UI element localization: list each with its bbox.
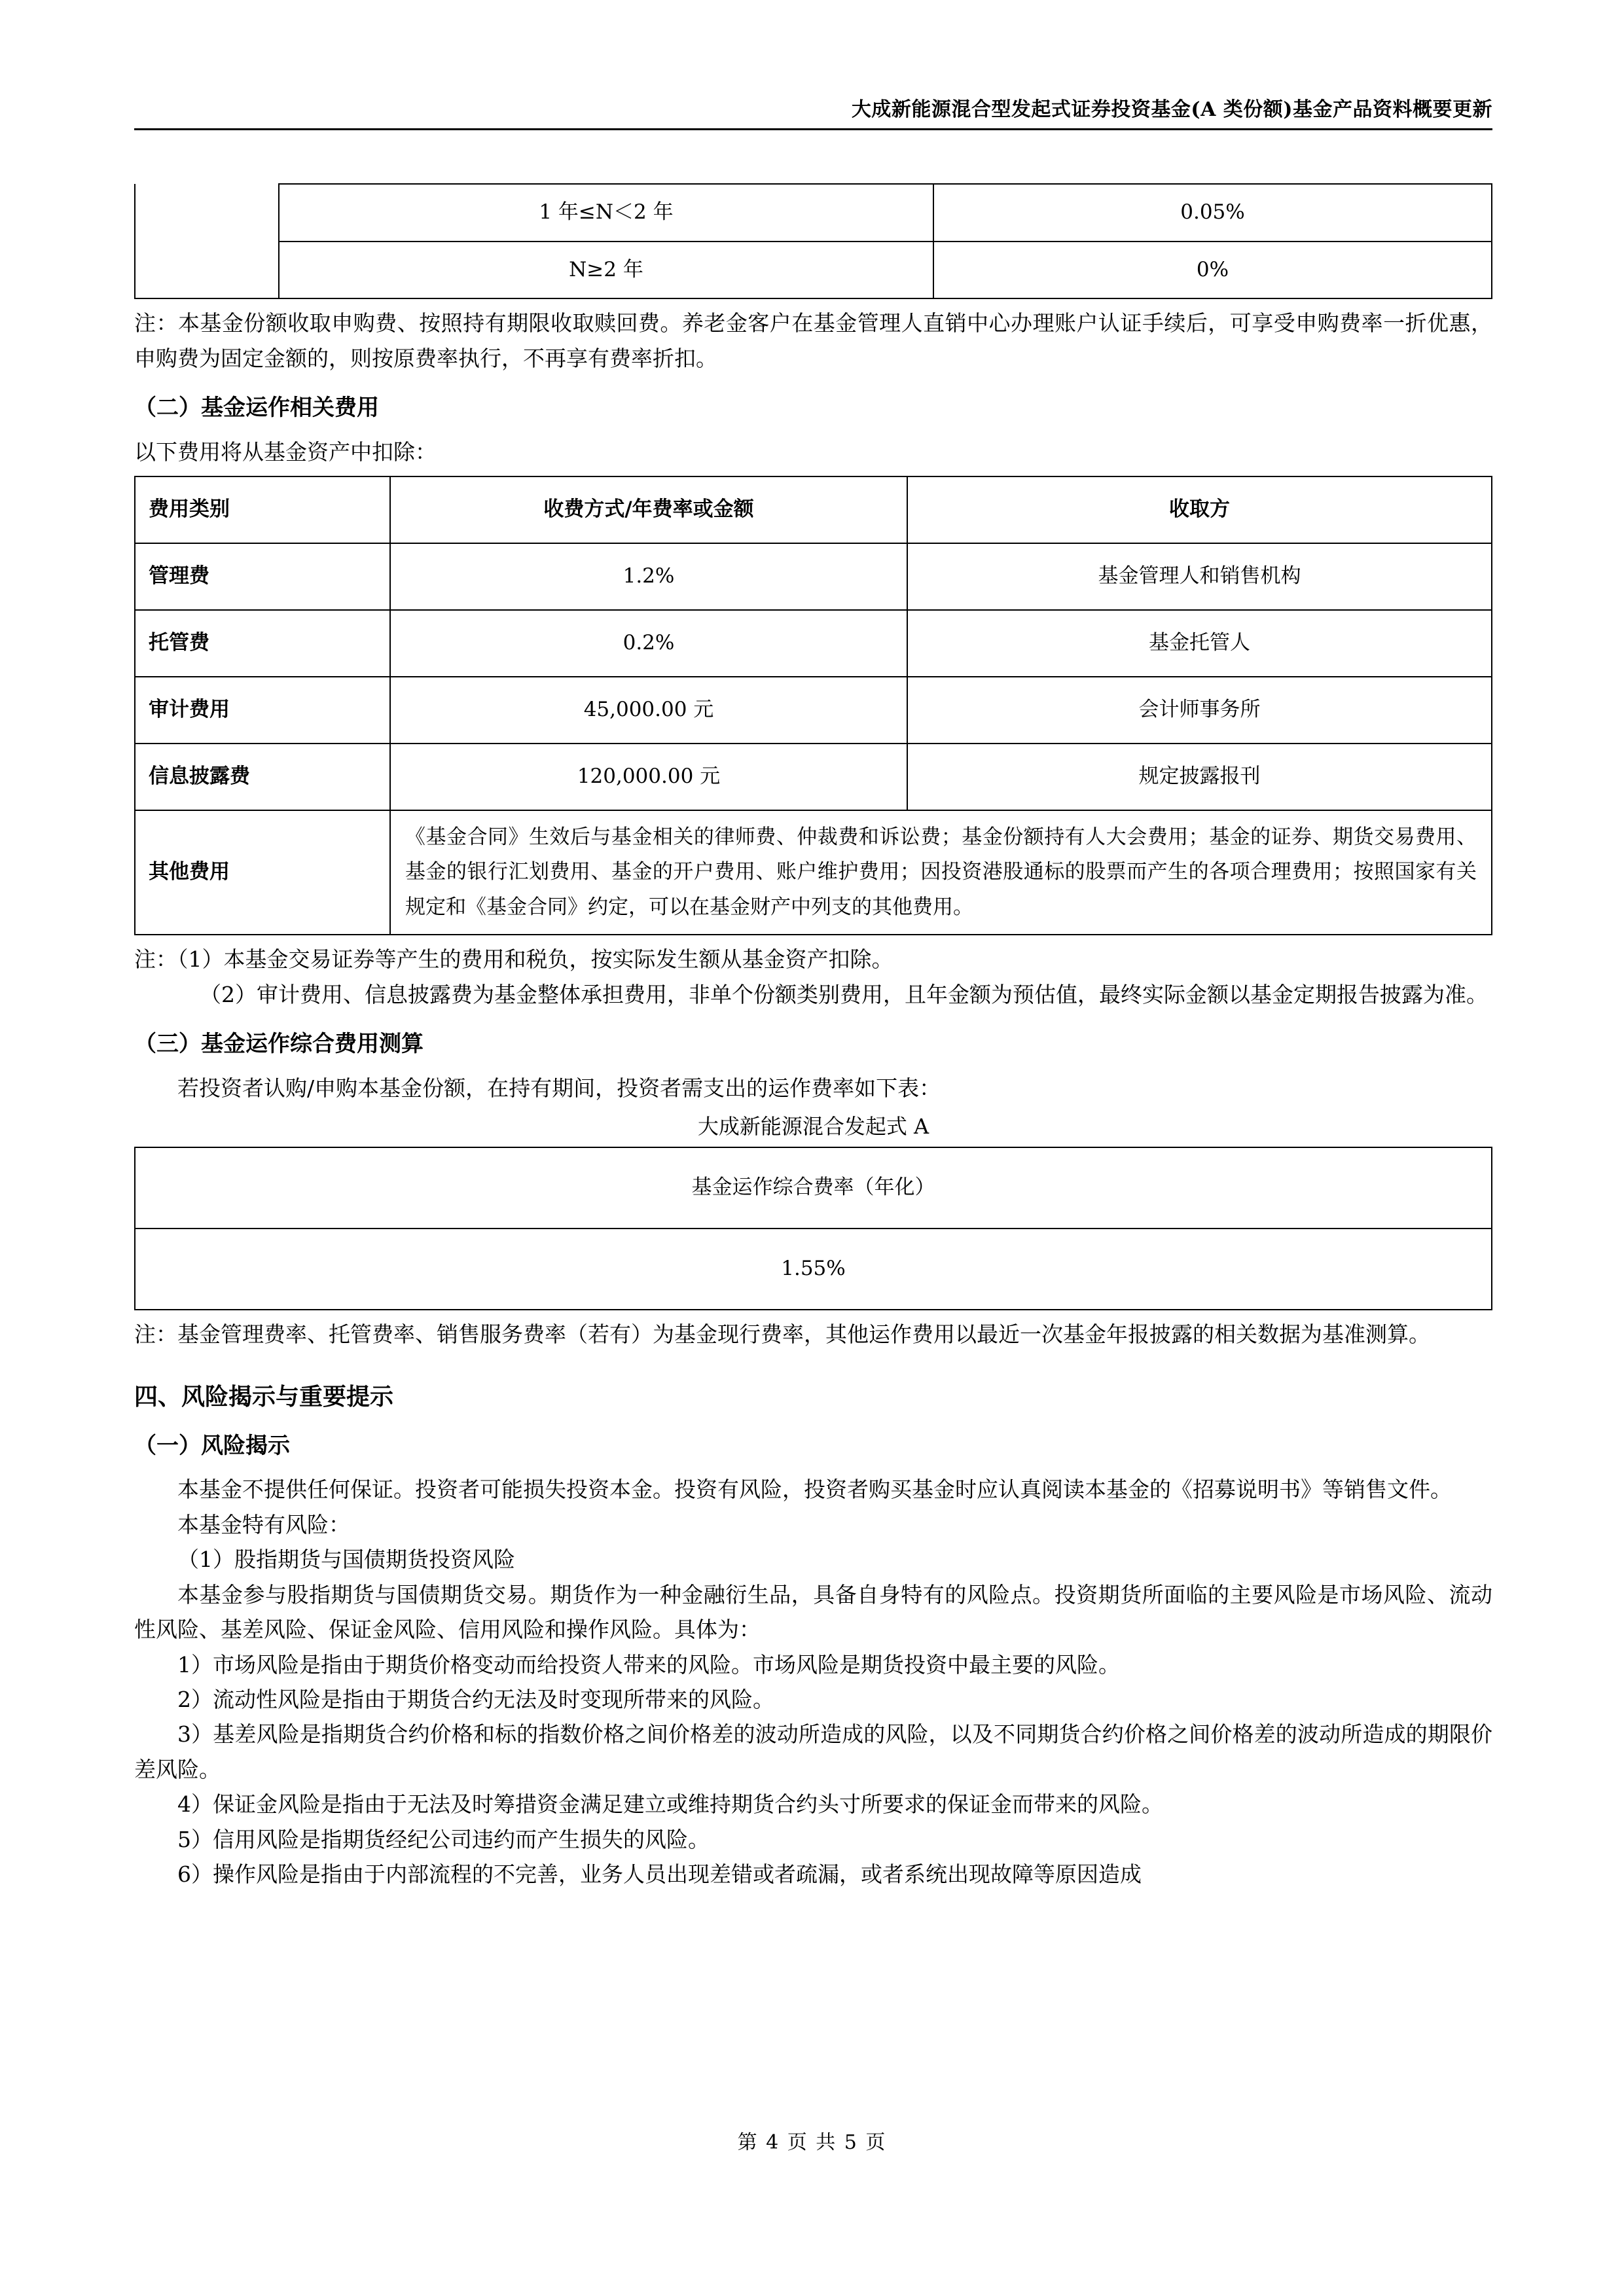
merged-empty-cell <box>135 242 279 299</box>
redemption-period: 1 年≤N＜2 年 <box>279 184 933 242</box>
risk-item-1-title: （1）股指期货与国债期货投资风险 <box>177 1547 515 1573</box>
fee-amount: 45,000.00 元 <box>390 677 907 744</box>
fee-category: 管理费 <box>135 543 390 610</box>
table-row <box>135 744 1492 810</box>
section-three-heading: （三）基金运作综合费用测算 <box>134 1030 424 1057</box>
page-content <box>134 183 1492 1892</box>
header-divider <box>134 128 1492 130</box>
section-two-note-2: （2）审计费用、信息披露费为基金整体承担费用，非单个份额类别费用，且年金额为预估值，最终实际金额以基金定期报告披露为准。 <box>200 981 1488 1007</box>
risk-para-2: 本基金特有风险： <box>177 1511 350 1537</box>
risk-numbered-item: 1）市场风险是指由于期货价格变动而给投资人带来的风险。市场风险是期货投资中最主要的风险。 <box>177 1651 1120 1677</box>
redemption-fee-table <box>134 183 1492 299</box>
page-header <box>134 98 1492 130</box>
merged-empty-cell <box>135 184 279 242</box>
table-header-row <box>135 1147 1492 1229</box>
section-three-lead: 若投资者认购/申购本基金份额，在持有期间，投资者需支出的运作费率如下表： <box>177 1075 941 1101</box>
redemption-note: 注：本基金份额收取申购费、按照持有期限收取赎回费。养老金客户在基金管理人直销中心办理账户认证手续后，可享受申购费率一折优惠，申购费为固定金额的，则按原费率执行，不再享有费率折扣。 <box>134 310 1492 371</box>
table-row <box>135 184 1492 242</box>
risk-para-1: 本基金不提供任何保证。投资者可能损失投资本金。投资有风险，投资者购买基金时应认真阅读本基金的《招募说明书》等销售文件。 <box>177 1477 1452 1503</box>
risk-numbered-item: 5）信用风险是指期货经纪公司违约而产生损失的风险。 <box>177 1826 710 1852</box>
fee-payee: 会计师事务所 <box>907 677 1492 744</box>
fee-category: 托管费 <box>135 610 390 677</box>
fee-payee: 规定披露报刊 <box>907 744 1492 810</box>
page-footer <box>0 2126 1624 2155</box>
table-row <box>135 1229 1492 1310</box>
risk-numbered-item: 3）基差风险是指期货合约价格和标的指数价格之间价格差的波动所造成的风险，以及不同期货合约价格之间价格差的波动所造成的期限价差风险。 <box>134 1721 1492 1782</box>
risk-item-1-body: 本基金参与股指期货与国债期货交易。期货作为一种金融衍生品，具备自身特有的风险点。投资期货所面临的主要风险是市场风险、流动性风险、基差风险、保证金风险、信用风险和操作风险。具体为： <box>134 1581 1492 1643</box>
fee-amount: 120,000.00 元 <box>390 744 907 810</box>
section-two-lead: 以下费用将从基金资产中扣除： <box>134 439 437 465</box>
col-header-category: 费用类别 <box>135 476 390 543</box>
table-row <box>135 543 1492 610</box>
fee-category: 审计费用 <box>135 677 390 744</box>
fee-category-other: 其他费用 <box>135 810 390 935</box>
fee-other-description: 《基金合同》生效后与基金相关的律师费、仲裁费和诉讼费；基金份额持有人大会费用；基金的证券、期货交易费用、基金的银行汇划费用、基金的开户费用、账户维护费用；因投资港股通标的股票而产生的各项合理费用；按照国家有关规定和《基金合同》约定，可以在基金财产中列支的其他费用。 <box>390 810 1492 935</box>
comprehensive-fee-table <box>134 1147 1492 1310</box>
section-two-heading: （二）基金运作相关费用 <box>134 395 379 422</box>
col-header-payee: 收取方 <box>907 476 1492 543</box>
redemption-rate: 0.05% <box>933 184 1492 242</box>
table-row-other-fees <box>135 810 1492 935</box>
section-four-heading: 四、风险揭示与重要提示 <box>134 1383 394 1411</box>
risk-numbered-item: 6）操作风险是指由于内部流程的不完善，业务人员出现差错或者疏漏，或者系统出现故障等原因造成 <box>177 1861 1142 1888</box>
section-two-note-1: 注：（1）本基金交易证券等产生的费用和税负，按实际发生额从基金资产扣除。 <box>134 946 893 973</box>
risk-numbered-item: 4）保证金风险是指由于无法及时筹措资金满足建立或维持期货合约头寸所要求的保证金而带来的风险。 <box>177 1791 1163 1818</box>
header-title: 大成新能源混合型发起式证券投资基金(A 类份额)基金产品资料概要更新 <box>851 98 1492 121</box>
comprehensive-fee-caption: 大成新能源混合发起式 A <box>697 1114 929 1139</box>
comprehensive-fee-header: 基金运作综合费率（年化） <box>135 1147 1492 1229</box>
fee-amount: 0.2% <box>390 610 907 677</box>
risk-numbered-item: 2）流动性风险是指由于期货合约无法及时变现所带来的风险。 <box>177 1686 774 1712</box>
fee-amount: 1.2% <box>390 543 907 610</box>
table-row <box>135 610 1492 677</box>
fee-payee: 基金托管人 <box>907 610 1492 677</box>
redemption-period: N≥2 年 <box>279 242 933 299</box>
section-three-note: 注：基金管理费率、托管费率、销售服务费率（若有）为基金现行费率，其他运作费用以最近一次基金年报披露的相关数据为基准测算。 <box>134 1321 1430 1347</box>
fee-payee: 基金管理人和销售机构 <box>907 543 1492 610</box>
redemption-rate: 0% <box>933 242 1492 299</box>
col-header-amount: 收费方式/年费率或金额 <box>390 476 907 543</box>
table-row <box>135 242 1492 299</box>
comprehensive-fee-value: 1.55% <box>135 1229 1492 1310</box>
page-number-label: 第 4 页 共 5 页 <box>737 2131 887 2154</box>
table-row <box>135 677 1492 744</box>
fee-category: 信息披露费 <box>135 744 390 810</box>
table-header-row <box>135 476 1492 543</box>
operating-fee-table <box>134 476 1492 935</box>
section-four-sub-heading: （一）风险揭示 <box>134 1432 290 1459</box>
